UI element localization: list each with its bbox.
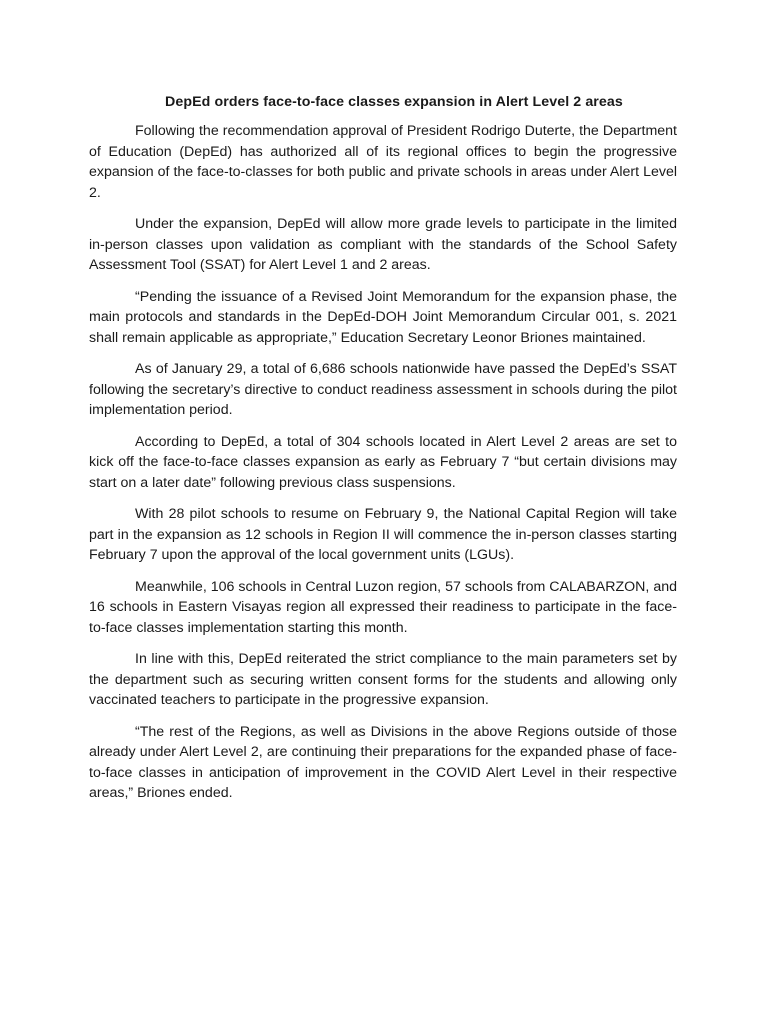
article-paragraph-1: Following the recommendation approval of President Rodrigo Duterte, the Department of Education (DepEd) has authorized all of its regional offices to begin the progressive expansion of the face-to-classes for both public and private schools in areas under Alert Level 2. xyxy=(89,123,677,201)
article-paragraph-7: Meanwhile, 106 schools in Central Luzon region, 57 schools from CALABARZON, and 16 schools in Eastern Visayas region all expressed their readiness to participate in the face-to-face classes implementation starting this month. xyxy=(89,578,677,636)
article-paragraph-9: “The rest of the Regions, as well as Divisions in the above Regions outside of those already under Alert Level 2, are continuing their preparations for the expanded phase of face-to-face classes in anticipation of improvement in the COVID Alert Level in their respective areas,” Briones ended. xyxy=(89,723,677,801)
document-page xyxy=(89,92,677,815)
article-title: DepEd orders face-to-face classes expansion in Alert Level 2 areas xyxy=(165,94,623,110)
article-paragraph-2: Under the expansion, DepEd will allow more grade levels to participate in the limited in-person classes upon validation as compliant with the standards of the School Safety Assessment Tool (SSAT) for Alert Level 1 and 2 areas. xyxy=(89,216,677,273)
article-paragraph-6: With 28 pilot schools to resume on February 9, the National Capital Region will take part in the expansion as 12 schools in Region II will commence the in-person classes starting February 7 upon the approval of the local government units (LGUs). xyxy=(89,506,677,563)
article-paragraph-8: In line with this, DepEd reiterated the strict compliance to the main parameters set by the department such as securing written consent forms for the students and allowing only vaccinated teachers to participate in the progressive expansion. xyxy=(89,651,677,708)
article-paragraph-5: According to DepEd, a total of 304 schools located in Alert Level 2 areas are set to kick off the face-to-face classes expansion as early as February 7 “but certain divisions may start on a later date” following previous class suspensions. xyxy=(89,433,677,491)
article-paragraph-3: “Pending the issuance of a Revised Joint Memorandum for the expansion phase, the main protocols and standards in the DepEd-DOH Joint Memorandum Circular 001, s. 2021 shall remain applicable as appropriate,” Education Secretary Leonor Briones maintained. xyxy=(89,288,677,346)
article-paragraph-4: As of January 29, a total of 6,686 schools nationwide have passed the DepEd’s SSAT following the secretary’s directive to conduct readiness assessment in schools during the pilot implementation period. xyxy=(89,361,677,418)
